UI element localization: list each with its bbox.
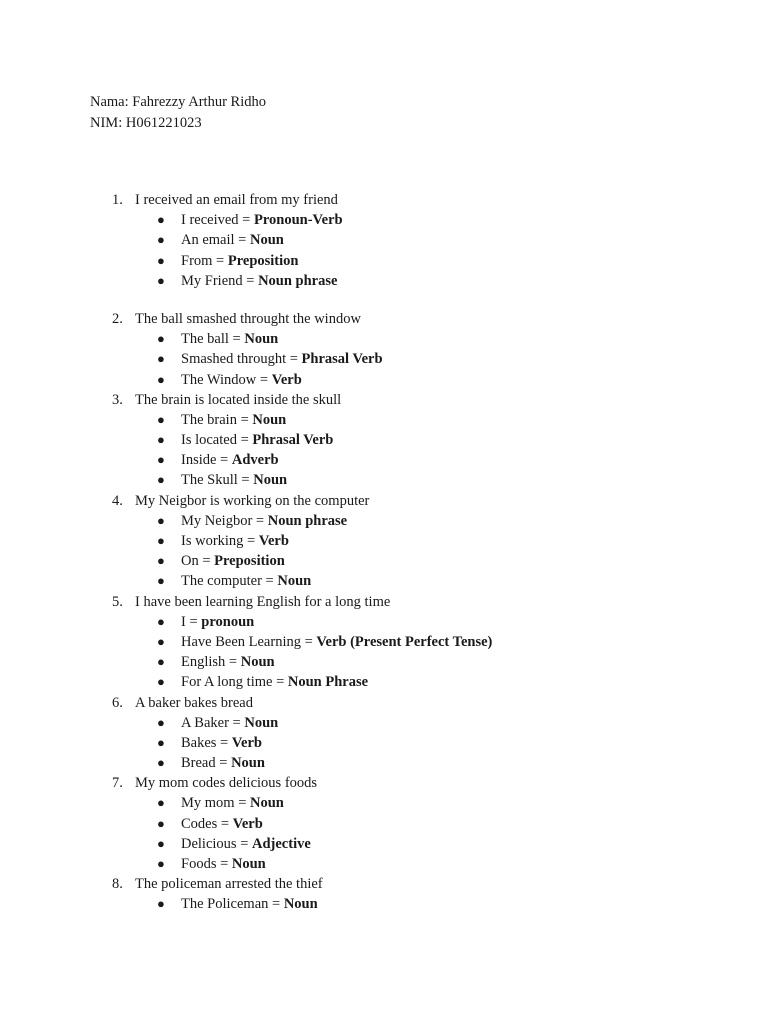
bullet-tag: Noun <box>249 232 284 249</box>
bullet-item <box>0 733 768 753</box>
bullet-text <box>181 632 492 652</box>
bullet-text <box>181 251 298 271</box>
bullet-tag: Noun <box>244 714 279 731</box>
exercise-item <box>0 693 768 713</box>
bullet-phrase: I = <box>181 613 202 630</box>
bullet-dot-icon: ● <box>157 533 165 548</box>
bullet-dot-icon: ● <box>157 252 165 268</box>
bullet-tag: Adverb <box>231 452 279 469</box>
bullet-tag: Verb <box>258 533 289 549</box>
item-sentence: A baker bakes bread <box>135 694 253 711</box>
bullet-text <box>181 430 333 450</box>
bullet-tag: Verb <box>271 371 302 388</box>
bullet-tag: Phrasal Verb <box>252 432 334 449</box>
bullet-phrase: The Policeman = <box>181 896 284 913</box>
document-header <box>90 92 266 133</box>
bullet-tag: Adjective <box>252 835 311 852</box>
bullet-dot-icon: ● <box>157 714 165 730</box>
bullet-tag: Noun <box>277 573 312 590</box>
bullet-tag: Phrasal Verb <box>301 351 383 368</box>
bullet-tag: Verb <box>232 815 263 832</box>
bullet-tag: Verb (Present Perfect Tense) <box>316 633 493 650</box>
bullet-phrase: Foods = <box>181 856 232 872</box>
bullet-text <box>181 551 285 571</box>
bullet-dot-icon: ● <box>157 815 165 831</box>
bullet-text <box>181 612 254 632</box>
item-number: 2. <box>112 310 123 327</box>
item-number: 6. <box>112 694 123 711</box>
exercise-item <box>0 592 768 612</box>
bullet-phrase: On = <box>181 553 215 570</box>
bullet-tag: Preposition <box>214 553 285 570</box>
bullet-tag: Noun Phrase <box>287 674 369 691</box>
bullet-text <box>181 271 337 291</box>
bullet-item <box>0 551 768 571</box>
bullet-item <box>0 531 768 551</box>
item-sentence: I have been learning English for a long time <box>135 593 391 610</box>
item-sentence: I received an email from my friend <box>135 192 338 208</box>
bullet-item <box>0 370 768 390</box>
bullet-text <box>181 894 318 914</box>
bullet-text <box>181 672 368 692</box>
exercise-item <box>0 491 768 511</box>
bullet-text <box>181 210 343 230</box>
bullet-dot-icon: ● <box>157 411 165 427</box>
bullet-item <box>0 713 768 733</box>
item-number: 1. <box>112 192 123 208</box>
bullet-dot-icon: ● <box>157 512 165 528</box>
bullet-item <box>0 271 768 291</box>
exercise-item <box>0 773 768 793</box>
bullet-tag: Noun <box>250 795 284 812</box>
bullet-item <box>0 251 768 271</box>
bullet-phrase: A Baker = <box>181 714 245 731</box>
bullet-dot-icon: ● <box>157 553 165 569</box>
bullet-text <box>181 511 347 531</box>
bullet-tag: Noun <box>240 654 275 671</box>
item-sentence: My mom codes delicious foods <box>135 775 318 792</box>
bullet-phrase: Smashed throught = <box>181 351 302 368</box>
bullet-text <box>181 834 311 854</box>
bullet-tag: Verb <box>231 734 262 751</box>
bullet-phrase: The computer = <box>181 573 278 590</box>
bullet-phrase: My mom = <box>181 795 251 812</box>
bullet-text <box>181 652 275 672</box>
bullet-dot-icon: ● <box>157 856 165 871</box>
bullet-tag: Noun <box>231 755 265 772</box>
bullet-tag: Noun phrase <box>258 272 338 289</box>
bullet-phrase: The Window = <box>181 371 272 388</box>
bullet-phrase: My Neigbor = <box>181 512 268 529</box>
bullet-phrase: Bakes = <box>181 734 232 751</box>
bullet-tag: Noun <box>253 472 288 489</box>
bullet-text <box>181 329 278 349</box>
exercise-list <box>0 190 768 915</box>
bullet-text <box>181 370 302 390</box>
bullet-dot-icon: ● <box>157 452 165 468</box>
bullet-phrase: Codes = <box>181 815 233 832</box>
bullet-tag: Noun <box>244 331 279 348</box>
bullet-item <box>0 793 768 813</box>
student-nim: NIM: H061221023 <box>90 114 202 131</box>
item-sentence: The brain is located inside the skull <box>135 391 342 408</box>
bullet-tag: Noun <box>231 856 266 872</box>
bullet-dot-icon: ● <box>157 795 165 811</box>
bullet-phrase: Delicious = <box>181 835 252 852</box>
bullet-dot-icon: ● <box>157 613 165 629</box>
bullet-phrase: Is working = <box>181 533 259 549</box>
bullet-text <box>181 814 263 834</box>
bullet-dot-icon: ● <box>157 272 165 288</box>
bullet-phrase: Have Been Learning = <box>181 633 317 650</box>
bullet-item <box>0 329 768 349</box>
bullet-tag: Pronoun-Verb <box>253 212 343 229</box>
bullet-item <box>0 470 768 490</box>
bullet-dot-icon: ● <box>157 212 165 228</box>
bullet-item <box>0 450 768 470</box>
bullet-text <box>181 571 311 591</box>
bullet-item <box>0 410 768 430</box>
bullet-dot-icon: ● <box>157 654 165 670</box>
exercise-item <box>0 309 768 329</box>
bullet-phrase: Inside = <box>181 452 232 469</box>
bullet-tag: Noun <box>252 411 287 428</box>
bullet-text <box>181 531 289 551</box>
bullet-text <box>181 854 266 874</box>
bullet-phrase: The ball = <box>181 331 245 348</box>
bullet-item <box>0 894 768 914</box>
item-sentence: The policeman arrested the thief <box>135 876 323 893</box>
bullet-item <box>0 349 768 369</box>
bullet-text <box>181 753 265 773</box>
bullet-phrase: From = <box>181 252 228 269</box>
bullet-phrase: English = <box>181 654 241 671</box>
bullet-dot-icon: ● <box>157 896 165 912</box>
item-sentence: My Neigbor is working on the computer <box>135 492 370 509</box>
item-number: 4. <box>112 492 123 509</box>
bullet-phrase: Bread = <box>181 755 232 772</box>
bullet-text <box>181 349 383 369</box>
bullet-dot-icon: ● <box>157 371 165 387</box>
bullet-item <box>0 672 768 692</box>
bullet-dot-icon: ● <box>157 835 165 851</box>
bullet-tag: Preposition <box>227 252 299 269</box>
bullet-dot-icon: ● <box>157 674 165 690</box>
bullet-item <box>0 632 768 652</box>
item-number: 3. <box>112 391 123 408</box>
item-number: 7. <box>112 775 123 792</box>
bullet-phrase: For A long time = <box>181 674 288 691</box>
student-name: Nama: Fahrezzy Arthur Ridho <box>90 94 266 110</box>
bullet-item <box>0 210 768 230</box>
bullet-item <box>0 814 768 834</box>
bullet-dot-icon: ● <box>157 331 165 347</box>
bullet-phrase: I received = <box>181 212 254 229</box>
exercise-item <box>0 390 768 410</box>
bullet-text <box>181 410 286 430</box>
bullet-text <box>181 793 284 813</box>
bullet-tag: Noun phrase <box>267 512 348 529</box>
bullet-item <box>0 652 768 672</box>
bullet-dot-icon: ● <box>157 472 165 488</box>
bullet-dot-icon: ● <box>157 734 165 750</box>
exercise-item <box>0 190 768 210</box>
bullet-text <box>181 733 262 753</box>
exercise-item <box>0 874 768 894</box>
bullet-item <box>0 834 768 854</box>
bullet-phrase: The brain = <box>181 411 253 428</box>
bullet-tag: Noun <box>283 896 318 913</box>
bullet-text <box>181 470 287 490</box>
item-number: 8. <box>112 876 123 893</box>
item-sentence: The ball smashed throught the window <box>135 310 361 327</box>
bullet-dot-icon: ● <box>157 633 165 649</box>
bullet-phrase: The Skull = <box>181 472 254 489</box>
bullet-item <box>0 511 768 531</box>
bullet-tag: pronoun <box>201 613 255 630</box>
bullet-item <box>0 753 768 773</box>
spacer <box>0 291 768 309</box>
bullet-dot-icon: ● <box>157 573 165 589</box>
bullet-item <box>0 430 768 450</box>
bullet-text <box>181 713 278 733</box>
bullet-item <box>0 571 768 591</box>
bullet-phrase: An email = <box>181 232 250 249</box>
bullet-item <box>0 854 768 874</box>
bullet-phrase: Is located = <box>181 432 253 449</box>
bullet-item <box>0 230 768 250</box>
bullet-text <box>181 450 279 470</box>
bullet-dot-icon: ● <box>157 351 165 367</box>
bullet-dot-icon: ● <box>157 232 165 248</box>
bullet-dot-icon: ● <box>157 755 165 771</box>
bullet-item <box>0 612 768 632</box>
item-number: 5. <box>112 593 123 610</box>
bullet-dot-icon: ● <box>157 432 165 448</box>
bullet-phrase: My Friend = <box>181 272 259 289</box>
bullet-text <box>181 230 284 250</box>
